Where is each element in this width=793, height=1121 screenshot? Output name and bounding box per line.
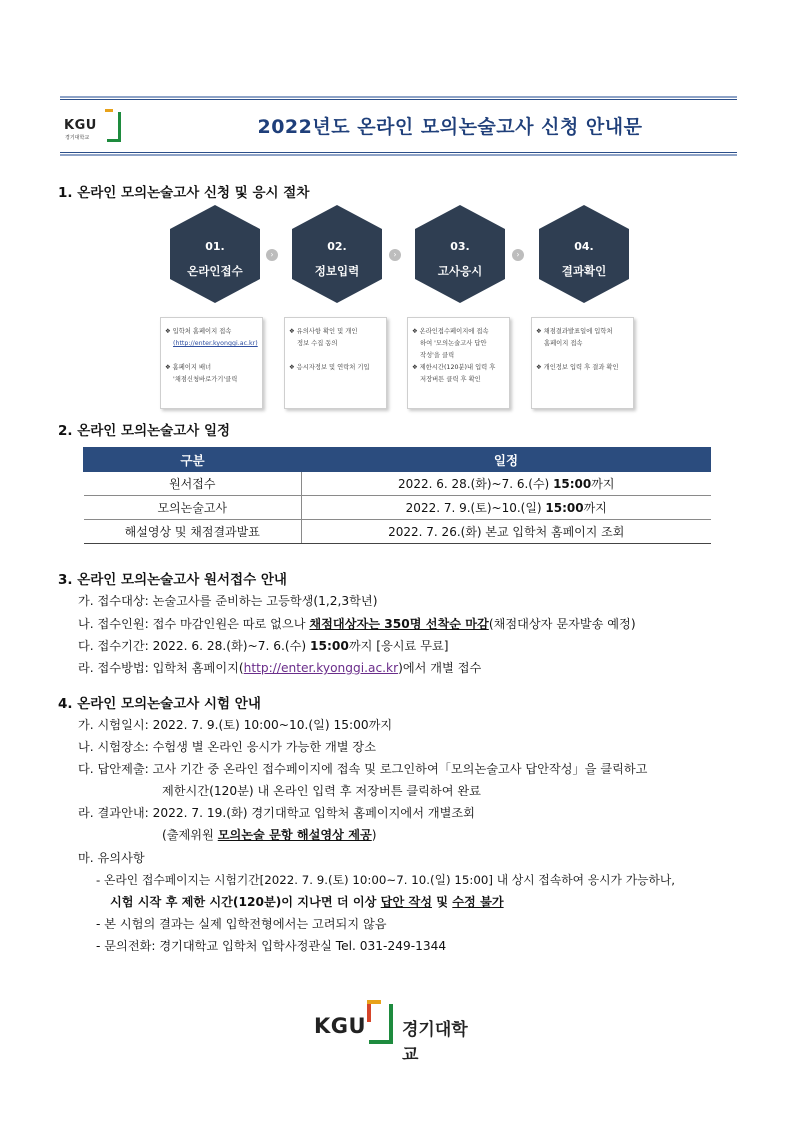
step-hexagon-4 (538, 204, 630, 304)
result-notice: 라. 결과안내: 2022. 7. 19.(화) 경기대학교 입학처 홈페이지에서 개별조회 (78, 806, 475, 820)
detail-line: 홈페이지 접속 (544, 340, 583, 347)
detail-line: 하여 '모의논술고사 답안 (420, 340, 487, 347)
step-detail-box-1 (160, 317, 263, 409)
logo-text: KGU (64, 118, 97, 133)
section4-title: 4. 온라인 모의논술고사 시험 안내 (58, 696, 261, 712)
step-number: 01. (205, 240, 225, 253)
detail-line: ❖ 제한시간(120분)내 입력 후 (412, 364, 496, 371)
detail-line: ❖ 유의사항 확인 및 개인 (289, 328, 358, 335)
schedule-table (83, 447, 711, 544)
detail-line: '채점신청바로가기'클릭 (173, 376, 238, 383)
detail-line (289, 350, 382, 362)
table-row (84, 520, 711, 544)
detail-line: 작성'을 클릭 (420, 352, 455, 359)
detail-line: ❖ 개인정보 입력 후 결과 확인 (536, 364, 619, 371)
header-rule-top (60, 96, 737, 98)
logo-subtext: 경기대학교 (65, 135, 90, 141)
detail-line: 정보 수집 동의 (297, 340, 338, 347)
apply-period: 다. 접수기간: 2022. 6. 28.(화)~7. 6.(수) 15:00까지 [응시료 무료] (78, 639, 449, 653)
exam-place: 나. 시험장소: 수험생 별 온라인 응시가 가능한 개별 장소 (78, 740, 376, 754)
caution-item-cont: 시험 시작 후 제한 시간(120분)이 지나면 더 이상 답안 작성 및 수정 불가 (110, 895, 504, 909)
table-row (84, 472, 711, 496)
detail-line: ❖ 응시자정보 및 연락처 기입 (289, 364, 370, 371)
answer-submit: 다. 답안제출: 고사 기간 중 온라인 접수페이지에 접속 및 로그인하여「모의논술고사 답안작성」을 클릭하고 (78, 762, 648, 776)
logo-frame (369, 1004, 393, 1044)
column-header: 일정 (302, 448, 711, 472)
step-hexagon-2 (291, 204, 383, 304)
step-detail-box-3 (407, 317, 510, 409)
row-label: 해설영상 및 채점결과발표 (84, 520, 302, 544)
step-number: 04. (574, 240, 594, 253)
caution-item: - 본 시험의 결과는 실제 입학전형에서는 고려되지 않음 (96, 917, 387, 931)
step-number: 03. (450, 240, 470, 253)
homepage-link[interactable]: http://enter.kyonggi.ac.kr (243, 661, 399, 675)
detail-line: ❖ 홈페이지 배너 (165, 364, 212, 371)
detail-link[interactable]: (http://enter.kyonggi.ac.kr) (173, 340, 258, 347)
chevron-right-icon: › (512, 249, 524, 261)
section1-title: 1. 온라인 모의논술고사 신청 및 응시 절차 (58, 185, 310, 201)
result-notice-cont: (출제위원 모의논술 문항 해설영상 제공) (162, 828, 377, 842)
row-date: 2022. 6. 28.(화)~7. 6.(수) 15:00까지 (302, 472, 711, 496)
step-number: 02. (327, 240, 347, 253)
page-title: 2022년도 온라인 모의논술고사 신청 안내문 (257, 116, 643, 138)
detail-line: ❖ 온라인접수페이지에 접속 (412, 328, 489, 335)
table-row (84, 496, 711, 520)
detail-line: ❖ 채점결과발표일에 입학처 (536, 328, 613, 335)
step-hexagon-1 (169, 204, 261, 304)
detail-line (536, 350, 629, 362)
chevron-right-icon: › (389, 249, 401, 261)
step-name: 정보입력 (314, 264, 360, 278)
step-name: 결과확인 (561, 264, 607, 278)
caution-item: - 온라인 접수페이지는 시험기간[2022. 7. 9.(토) 10:00~7. 10.(일) 15:00] 내 상시 접속하여 응시가 가능하나, (96, 873, 676, 887)
step-detail-box-2 (284, 317, 387, 409)
detail-line: ❖ 입학처 홈페이지 접속 (165, 328, 232, 335)
apply-capacity: 나. 접수인원: 접수 마감인원은 따로 없으나 채점대상자는 350명 선착순 마감(채점대상자 문자발송 예정) (78, 617, 636, 631)
logo-korean-name: 경기대학교 (402, 1020, 468, 1065)
cautions-heading: 마. 유의사항 (78, 851, 145, 865)
detail-line: 저장버튼 클릭 후 확인 (420, 376, 481, 383)
step-name: 고사응시 (437, 264, 483, 278)
kgu-footer-logo (314, 1000, 484, 1065)
step-name: 온라인접수 (187, 264, 243, 278)
process-diagram (160, 204, 640, 414)
step-detail-box-4 (531, 317, 634, 409)
section3-title: 3. 온라인 모의논술고사 원서접수 안내 (58, 572, 287, 588)
apply-target: 가. 접수대상: 논술고사를 준비하는 고등학생(1,2,3학년) (78, 594, 378, 608)
header-rule-top-inner (60, 99, 737, 100)
column-header: 구분 (84, 448, 302, 472)
header-rule-bottom (60, 154, 737, 156)
header-rule-bottom-inner (60, 152, 737, 153)
step-hexagon-3 (414, 204, 506, 304)
logo-frame (107, 112, 121, 142)
row-date: 2022. 7. 9.(토)~10.(일) 15:00까지 (302, 496, 711, 520)
kgu-logo (64, 108, 124, 144)
chevron-right-icon: › (266, 249, 278, 261)
exam-date: 가. 시험일시: 2022. 7. 9.(토) 10:00~10.(일) 15:00까지 (78, 718, 393, 732)
apply-method: 라. 접수방법: 입학처 홈페이지(http://enter.kyonggi.ac.kr)에서 개별 접수 (78, 661, 482, 675)
detail-line (165, 350, 258, 362)
logo-text: KGU (314, 1014, 367, 1038)
table-header-row (84, 448, 711, 472)
row-date: 2022. 7. 26.(화) 본교 입학처 홈페이지 조회 (302, 520, 711, 544)
contact-info: - 문의전화: 경기대학교 입학처 입학사정관실 Tel. 031-249-1344 (96, 939, 447, 953)
row-label: 원서접수 (84, 472, 302, 496)
section2-title: 2. 온라인 모의논술고사 일정 (58, 423, 231, 439)
row-label: 모의논술고사 (84, 496, 302, 520)
answer-submit-cont: 제한시간(120분) 내 온라인 입력 후 저장버튼 클릭하여 완료 (162, 784, 481, 798)
